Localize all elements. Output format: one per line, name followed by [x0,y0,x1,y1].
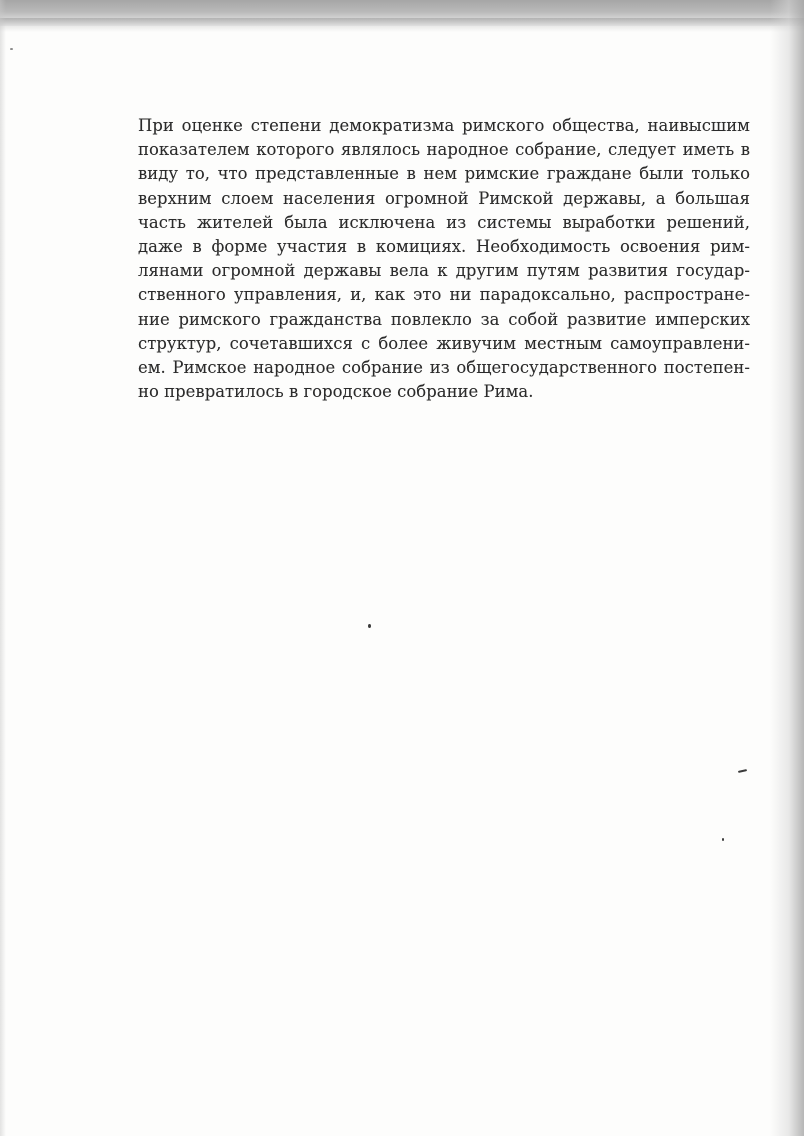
body-paragraph [138,114,750,404]
text-line: ственного управления, и, как это ни парадоксально, распростране- [138,285,750,305]
text-line: лянами огромной державы вела к другим путям развития государ- [138,261,750,281]
text-line: ем. Римское народное собрание из общегосударственного постепен- [138,358,750,378]
scan-left-edge [0,0,6,1136]
text-line: но превратилось в городское собрание Рима. [138,382,534,402]
scan-right-edge [770,0,804,1136]
text-line: даже в форме участия в комициях. Необходимость освоения рим- [138,237,750,257]
scan-top-shadow [0,18,804,32]
text-line: виду то, что представленные в нем римские граждане были только [138,164,750,184]
text-line: структур, сочетавшихся с более живучим местным самоуправлени- [138,333,750,353]
scan-speck [368,624,371,628]
text-line: верхним слоем населения огромной Римской державы, а большая [138,188,750,208]
scan-speck [738,769,747,773]
text-line: ние римского гражданства повлекло за собой развитие имперских [138,309,750,329]
text-line: часть жителей была исключена из системы выработки решений, [138,212,750,232]
text-line: При оценке степени демократизма римского общества, наивысшим [138,116,750,135]
text-line: показателем которого являлось народное собрание, следует иметь в [138,140,750,160]
scan-speck [722,838,724,841]
scan-speck [10,48,13,50]
